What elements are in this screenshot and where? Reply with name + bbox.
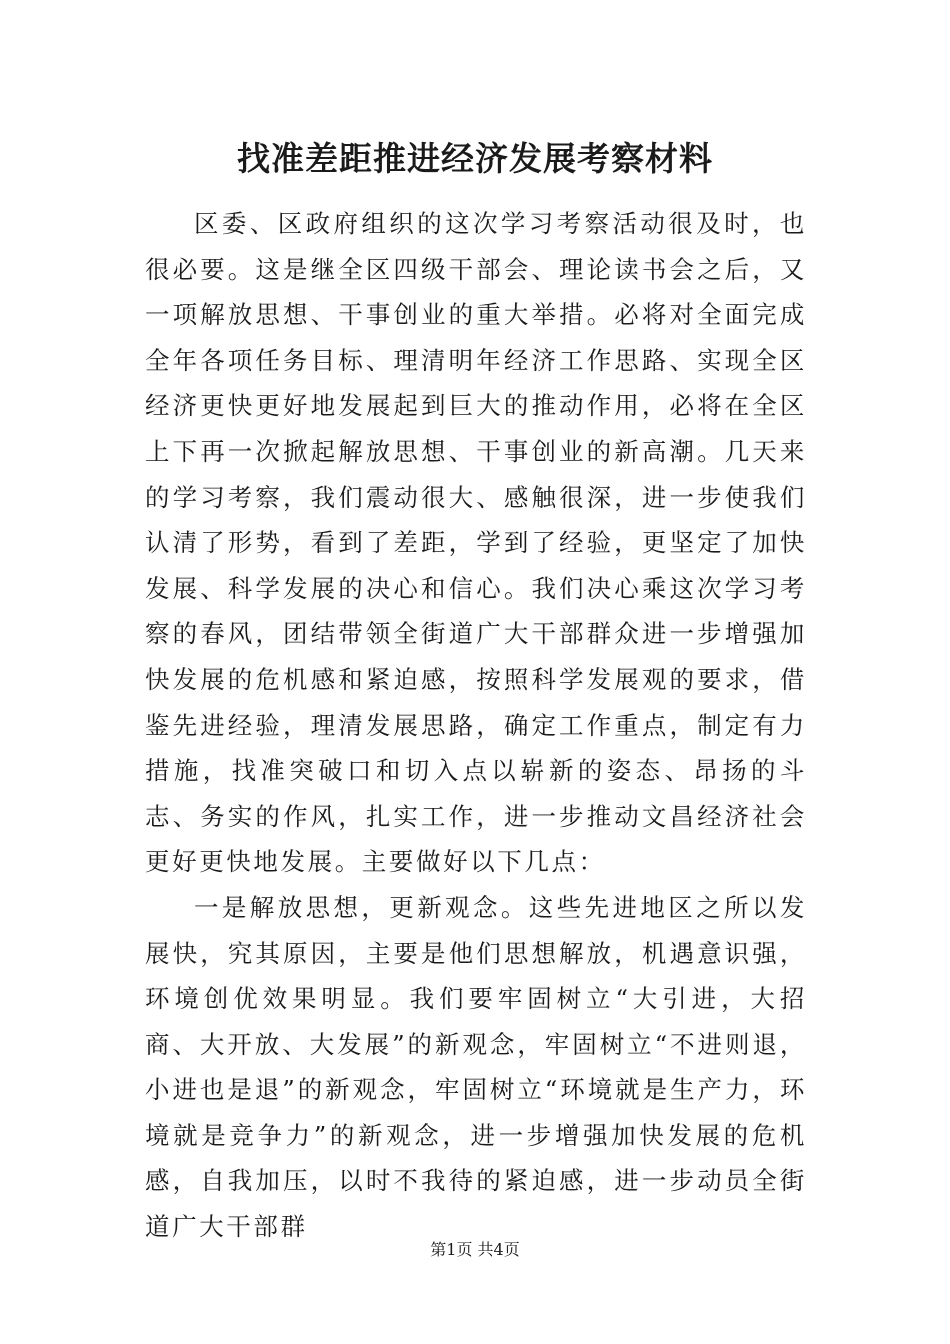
paragraph: 一是解放思想，更新观念。这些先进地区之所以发展快，究其原因，主要是他们思想解放，机遇意识强，环境创优效果明显。我们要牢固树立“大引进，大招商、大开放、大发展”的新观念，牢固树立“不进则退，小进也是退”的新观念，牢固树立“环境就是生产力，环境就是竞争力”的新观念，进一步增强加快发展的危机感，自我加压，以时不我待的紧迫感，进一步动员全街道广大干部群 <box>145 892 807 1242</box>
document-title: 找准差距推进经济发展考察材料 <box>237 139 713 178</box>
document-body <box>145 201 807 1250</box>
page-number-footer: 第1页 共4页 <box>430 1240 520 1259</box>
paragraph: 区委、区政府组织的这次学习考察活动很及时，也很必要。这是继全区四级干部会、理论读书会之后，又一项解放思想、干事创业的重大举措。必将对全面完成全年各项任务目标、理清明年经济工作思路、实现全区经济更快更好地发展起到巨大的推动作用，必将在全区上下再一次掀起解放思想、干事创业的新高潮。几天来的学习考察，我们震动很大、感触很深，进一步使我们认清了形势，看到了差距，学到了经验，更坚定了加快发展、科学发展的决心和信心。我们决心乘这次学习考察的春风，团结带领全街道广大干部群众进一步增强加快发展的危机感和紧迫感，按照科学发展观的要求，借鉴先进经验，理清发展思路，确定工作重点，制定有力措施，找准突破口和切入点以崭新的姿态、昂扬的斗志、务实的作风，扎实工作，进一步推动文昌经济社会更好更快地发展。主要做好以下几点： <box>145 209 807 877</box>
